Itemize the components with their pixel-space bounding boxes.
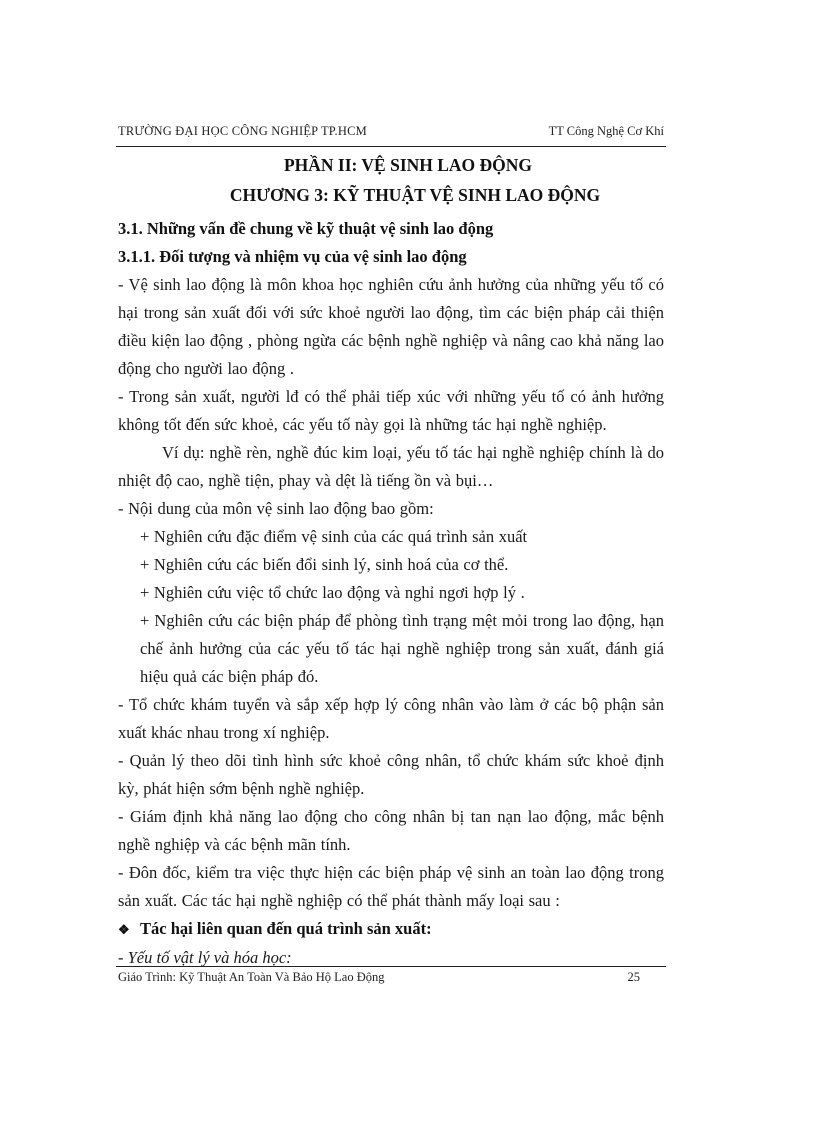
footer-divider xyxy=(116,966,666,967)
paragraph: - Vệ sinh lao động là môn khoa học nghiên cứu ảnh hưởng của những yếu tố có hại trong sản xuất đối với sức khoẻ người lao động, tìm các biện pháp cải thiện điều kiện lao động , phòng ngừa các bệnh nghề nghiệp và nâng cao khả năng lao động cho người lao động . xyxy=(118,275,664,378)
hazard-heading xyxy=(118,915,664,944)
subsection-heading: 3.1.1. Đối tượng và nhiệm vụ của vệ sinh lao động xyxy=(118,247,467,266)
header-department: TT Công Nghệ Cơ Khí xyxy=(548,124,664,138)
header-divider xyxy=(116,146,666,147)
main-content xyxy=(118,215,664,972)
diamond-bullet-icon: ❖ xyxy=(118,922,130,937)
hazard-heading-text: Tác hại liên quan đến quá trình sản xuất: xyxy=(140,919,432,938)
paragraph: - Đôn đốc, kiểm tra việc thực hiện các biện pháp vệ sinh an toàn lao động trong sản xuất. Các tác hại nghề nghiệp có thể phát thành mấy loại sau : xyxy=(118,863,664,910)
paragraph: - Trong sản xuất, người lđ có thể phải tiếp xúc với những yếu tố có ảnh hưởng không tốt đến sức khoẻ, các yếu tố này gọi là những tác hại nghề nghiệp. xyxy=(118,387,664,434)
list-item: + Nghiên cứu các biến đổi sinh lý, sinh hoá của cơ thể. xyxy=(140,555,509,574)
list-item: + Nghiên cứu đặc điểm vệ sinh của các quá trình sản xuất xyxy=(140,527,528,546)
example-paragraph: Ví dụ: nghề rèn, nghề đúc kim loại, yếu tố tác hại nghề nghiệp chính là do nhiệt độ cao, nghề tiện, phay và dệt là tiếng ồn và bụi… xyxy=(118,443,664,490)
footer-book-title: Giáo Trình: Kỹ Thuật An Toàn Và Bảo Hộ Lao Động xyxy=(118,970,385,984)
section-heading: 3.1. Những vấn đề chung về kỹ thuật vệ sinh lao động xyxy=(118,219,494,238)
page-header xyxy=(118,124,664,144)
paragraph: - Giám định khả năng lao động cho công nhân bị tan nạn lao động, mắc bệnh nghề nghiệp và các bệnh mãn tính. xyxy=(118,807,664,854)
part-title: PHẦN II: VỆ SINH LAO ĐỘNG xyxy=(283,155,533,175)
header-institution: TRƯỜNG ĐẠI HỌC CÔNG NGHIỆP TP.HCM xyxy=(118,124,367,138)
page-footer xyxy=(118,970,664,990)
chapter-title: CHƯƠNG 3: KỸ THUẬT VỆ SINH LAO ĐỘNG xyxy=(229,185,601,205)
italic-subheading: - Yếu tố vật lý và hóa học: xyxy=(118,948,292,967)
paragraph: - Tổ chức khám tuyển và sắp xếp hợp lý công nhân vào làm ở các bộ phận sản xuất khác nhau trong xí nghiệp. xyxy=(118,695,664,742)
list-item: + Nghiên cứu việc tổ chức lao động và nghỉ ngơi hợp lý . xyxy=(140,583,525,602)
paragraph: - Quản lý theo dõi tình hình sức khoẻ công nhân, tổ chức khám sức khoẻ định kỳ, phát hiện sớm bệnh nghề nghiệp. xyxy=(118,751,664,798)
page-number: 25 xyxy=(627,970,640,984)
list-item: + Nghiên cứu các biện pháp để phòng tình trạng mệt mỏi trong lao động, hạn chế ảnh hưởng của các yếu tố tác hại nghề nghiệp trong sản xuất, đánh giá hiệu quả các biện pháp đó. xyxy=(140,611,664,686)
paragraph: - Nội dung của môn vệ sinh lao động bao gồm: xyxy=(118,499,434,518)
